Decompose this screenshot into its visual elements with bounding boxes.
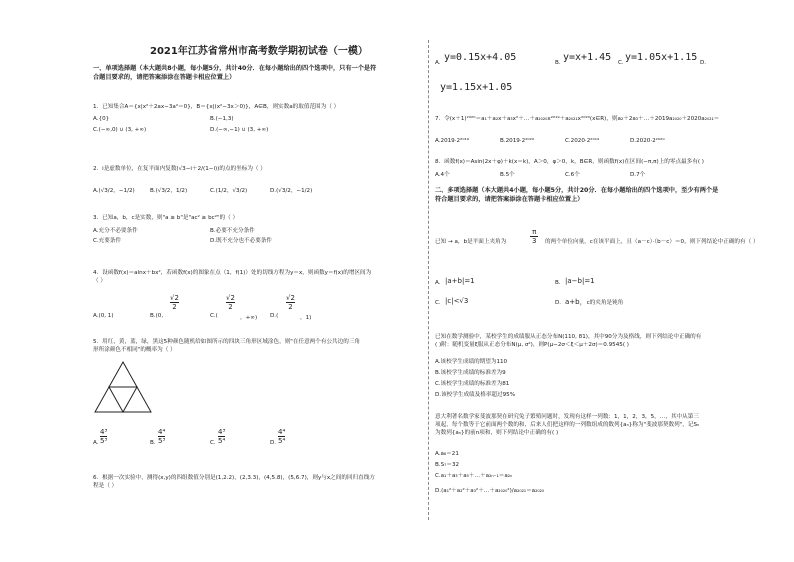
q4-d-fraction: $\frac{√2}{2}$	[286, 294, 295, 311]
q3-option-b: B.必要不充分条件	[210, 228, 255, 234]
q6-option-d-eq: y=1.15x+1.05	[440, 82, 513, 93]
q5-c-fraction: $\frac{\text{4³}}{\text{5⁴}}$	[218, 428, 226, 445]
q1-option-b: B.(−1,3)	[210, 116, 234, 122]
q1-option-c: C.(−∞,0) ∪ (3, +∞)	[93, 127, 147, 133]
q3-option-c: C.充要条件	[93, 238, 122, 244]
q5-a-fraction: $\frac{\text{4³}}{\text{5³}}$	[100, 428, 108, 445]
q9-option-a: A.	[435, 280, 441, 286]
q10-option-d: D.该校学生成绩及格率超过95%	[435, 392, 516, 398]
q6-option-c: C.	[618, 60, 624, 66]
q9-option-d: D.	[555, 300, 562, 306]
q4-option-d-tail: ，1)	[300, 315, 312, 321]
q7-option-b: B.2019·2²⁰²⁰	[500, 138, 535, 144]
q6-option-d: D.	[700, 60, 707, 66]
q9-option-c: C.	[435, 300, 441, 306]
q11-option-d: D.(a₁²＋a₂²＋a₃²＋…＋a₂₀₂₀²)/a₂₀₂₁＝a₂₀₂₀	[435, 488, 545, 494]
q2-option-d: D.(√3/2，−1/2)	[270, 188, 313, 194]
q6-option-b-eq: y=x+1.45	[563, 52, 612, 63]
q2-option-c: C.(1/2，√3/2)	[210, 188, 248, 194]
q9-option-d-expr: a+b，c的夹角是钝角	[565, 298, 624, 306]
q9-option-b: B.	[555, 280, 561, 286]
q9-angle-fraction: $\frac{\pi}{3}$	[532, 228, 537, 245]
q3-option-a: A.充分不必要条件	[93, 228, 138, 234]
q6-option-a: A.	[435, 60, 441, 66]
q11-option-a: A.a₈＝21	[435, 451, 459, 457]
q7-option-c: C.2020·2²⁰¹⁹	[565, 138, 600, 144]
question-11: 意大利著名数学家斐波那契在研究兔子繁殖问题时，发现有这样一列数：1，1，2，3，5，…，其中从第三 项起，每个数等于它前面两个数的和，后来人们把这样的一列数组成的数列{aₙ}称为"斐波那契数列"，记Sₙ 为数列{aₙ}的前n项和，则下列结论中正确的有( )	[435, 414, 700, 436]
column-divider	[428, 40, 429, 520]
q8-option-d: D.7个	[630, 172, 646, 178]
q3-option-d: D.既不充分也不必要条件	[210, 238, 273, 244]
question-6: 6．根据一次实验中，测得(x,y)的四组数值分别是(1,2.2)，(2,3.3)，(4,5.8)，(5,6.7)，则y与x之间的回归直线方 程是（ ）	[93, 475, 375, 489]
triangle-figure	[93, 360, 153, 415]
q11-option-b: B.S₇＝32	[435, 462, 460, 468]
page-title: 2021年江苏省常州市高考数学期初试卷（一模）	[150, 46, 368, 57]
q4-option-a: A.(0, 1)	[93, 313, 114, 319]
question-5: 5．用红，黄，蓝，绿，黑这5种颜色随机给如图所示的四块三角形区域涂色，则"在任意两个有公共边的三角 形所涂颜色不相同"的概率为（ ）	[93, 339, 361, 353]
q2-option-a: A.(√3/2，−1/2)	[93, 188, 135, 194]
q6-option-b: B.	[555, 60, 561, 66]
q10-option-b: B.该校学生成绩的标准差为9	[435, 370, 506, 376]
question-8: 8．函数f(x)＝Asin(2x＋φ)＋k(x＝k)，A＞0，φ＞0，k，B∈R，则函数f(x)在区间(−π,π)上的零点最多有( )	[435, 159, 704, 165]
q7-option-a: A.2019·2²⁰¹⁹	[435, 138, 470, 144]
q9-option-b-expr: |a−b|=1	[565, 277, 595, 285]
q4-option-c-tail: ，+∞)	[240, 315, 258, 321]
q2-option-b: B.(√3/2，1/2)	[150, 188, 188, 194]
q4-option-b: B.(0,	[150, 313, 164, 319]
q1-option-d: D.(−∞,−1) ∪ (3, +∞)	[210, 127, 269, 133]
section-1-heading: 一、单项选择题（本大题共8小题，每小题5分，共计40分．在每小题给出的四个选项中，只有一个是符 合题目要求的，请把答案添涂在答题卡相应位置上）	[93, 65, 377, 81]
q11-option-c: C.a₁＋a₃＋a₅＋…＋a₂ₙ₋₁＝a₂ₙ	[435, 473, 513, 479]
q8-option-a: A.4个	[435, 172, 450, 178]
q5-option-d: D.	[270, 440, 277, 446]
question-7: 7．令(x＋1)²⁰²⁰＝a₁＋a₂x＋a₃x²＋…＋a₂₀₂₀x²⁰¹⁹＋a₂₀₂₁x²⁰²⁰(x∈R)，则a₂＋2a₃＋…＋2019a₂₀₂₀＋2020a₂₀₂₁＝	[435, 116, 720, 122]
q10-option-a: A.该校学生成绩的期望为110	[435, 359, 508, 365]
q5-d-fraction: $\frac{\text{4⁴}}{\text{5⁴}}$	[278, 428, 286, 445]
question-4: 4．设函数f(x)＝alnx＋bx²，若函数f(x)的图象在点（1，f(1)）处的切线方程为y＝x，则函数y＝f(x)的增区间为 （ ）	[93, 270, 372, 284]
q4-c-fraction: $\frac{√2}{2}$	[226, 294, 235, 311]
q4-option-d: D.(	[270, 313, 279, 319]
q1-option-a: A.{0}	[93, 116, 110, 122]
q9-option-c-expr: |c|<√3	[445, 297, 469, 305]
q6-option-a-eq: y=0.15x+4.05	[444, 52, 517, 63]
q7-option-d: D.2020·2²⁰²⁰	[630, 138, 665, 144]
section-2-heading: 二、多项选择题（本大题共4小题，每小题5分，共计20分．在每小题给出的四个选项中，至少有两个是 符合题目要求的，请把答案添涂在答题卡相应位置上）	[435, 187, 719, 203]
question-1: 1．已知集合A＝{x|x²＋2ax−3a²＝0}，B＝{x|(x²−3x＞0)}，A∈B，则实数a的取值范围为（ ）	[93, 104, 340, 110]
q5-b-fraction: $\frac{\text{4⁴}}{\text{5³}}$	[158, 428, 166, 445]
q5-option-b: B.	[150, 440, 156, 446]
q4-b-fraction: $\frac{√2}{2}$	[170, 294, 179, 311]
q6-option-c-eq: y=1.05x+1.15	[625, 52, 698, 63]
question-9: 已知 → a，b是平面上夹角为	[435, 239, 507, 245]
question-10: 已知在数学测验中，某校学生的成绩服从正态分布N(110, 81)，其中90分为及格线，则下列结论中正确的有 ( )附：随机变量ξ服从正态分布N(μ, σ²)，则P(μ−2σ＜ξ＜μ＋2σ)＝0.9545( )	[435, 334, 702, 348]
q5-option-c: C.	[210, 440, 216, 446]
q9-option-a-expr: |a+b|=1	[445, 277, 475, 285]
question-9-continued: 的两个单位向量，c在该平面上，且（a－c）·（b－c）＝0，则下列结论中正确的有（ ）	[545, 239, 759, 245]
question-2: 2．i是虚数单位，在复平面内复数(√3−i＋2/(1−i))的点的坐标为（ ）	[93, 166, 266, 172]
q8-option-c: C.6个	[565, 172, 580, 178]
q4-option-c: C.(	[210, 313, 218, 319]
q5-option-a: A.	[93, 440, 99, 446]
q10-option-c: C.该校学生成绩的标准差为81	[435, 381, 510, 387]
q8-option-b: B.5个	[500, 172, 515, 178]
question-3: 3．已知a，b，c是实数，则"a ≥ b"是"ac² ≥ bc²"的（ ）	[93, 215, 239, 221]
